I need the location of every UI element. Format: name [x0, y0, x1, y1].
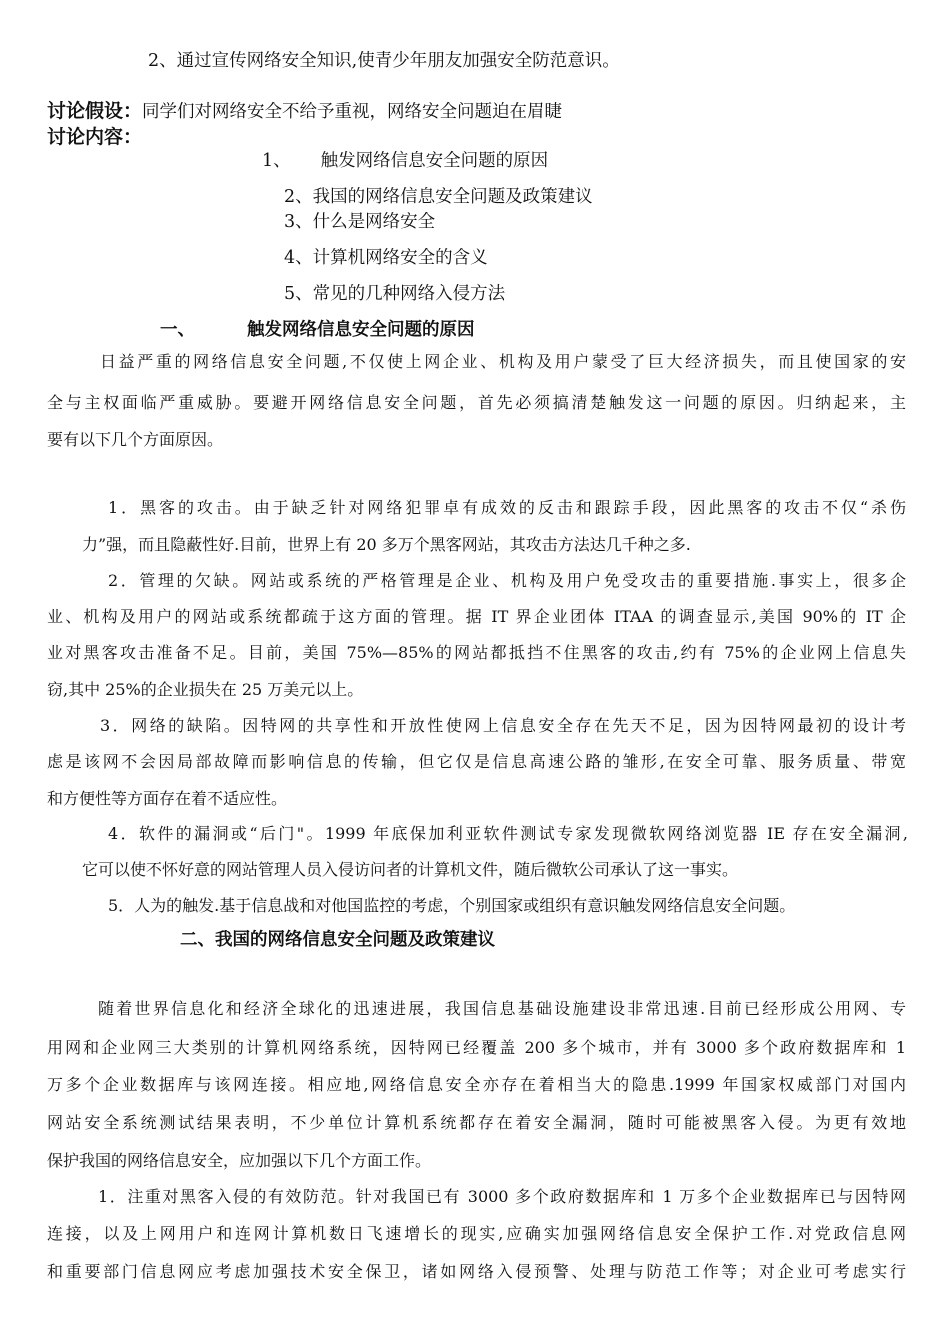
section1-point2-line: 业、机构及用户的网站或系统都疏于这方面的管理。据 IT 界企业团体 ITAA 的调查显示,美国 90%的 IT 企	[47, 607, 906, 626]
section2-heading: 二、我国的网络信息安全问题及政策建议	[180, 930, 495, 950]
item-text: 我国的网络信息安全问题及政策建议	[312, 187, 593, 207]
section1-point2-line: 2．管理的欠缺。网站或系统的严格管理是企业、机构及用户免受攻击的重要措施.事实上，很多企	[108, 571, 906, 590]
intro-line: 2、通过宣传网络安全知识,使青少年朋友加强安全防范意识。	[148, 51, 620, 71]
section2-para-line: 保护我国的网络信息安全，应加强以下几个方面工作。	[47, 1151, 432, 1170]
section1-point3-line: 3．网络的缺陷。因特网的共享性和开放性使网上信息安全存在先天不足，因为因特网最初的设计考	[100, 716, 906, 735]
section1-para-line: 日益严重的网络信息安全问题,不仅使上网企业、机构及用户蒙受了巨大经济损失，而且使国家的安	[100, 352, 906, 371]
content-label: 讨论内容：	[47, 126, 143, 148]
discussion-item-4	[284, 248, 488, 268]
section1-point3-line: 和方便性等方面存在着不适应性。	[47, 789, 288, 808]
discussion-item-3	[284, 212, 435, 232]
section1-number: 一、	[160, 320, 195, 340]
item-number: 2、	[284, 187, 313, 207]
item-text: 触发网络信息安全问题的原因	[320, 151, 549, 171]
section2-point1-line: 和重要部门信息网应考虑加强技术安全保卫，诸如网络入侵预警、处理与防范工作等；对企业可考虑实行	[47, 1262, 906, 1281]
section2-para-line: 万多个企业数据库与该网连接。相应地,网络信息安全亦存在着相当大的隐患.1999 年国家权威部门对国内	[47, 1075, 906, 1094]
hypothesis-row	[47, 101, 562, 122]
section1-para-line: 全与主权面临严重威胁。要避开网络信息安全问题，首先必须搞清楚触发这一问题的原因。归纳起来，主	[47, 393, 906, 412]
section1-point2-line: 业对黑客攻击准备不足。目前，美国 75%—85%的网站都抵挡不住黑客的攻击,约有 75%的企业网上信息失	[47, 643, 906, 662]
section1-point4-line: 它可以使不怀好意的网站管理人员入侵访问者的计算机文件，随后微软公司承认了这一事实。	[82, 860, 739, 879]
section1-heading	[160, 320, 475, 340]
section1-point1-line: 1．黑客的攻击。由于缺乏针对网络犯罪卓有成效的反击和跟踪手段，因此黑客的攻击不仅“杀伤	[108, 498, 906, 517]
section2-para-line: 用网和企业网三大类别的计算机网络系统，因特网已经覆盖 200 多个城市，并有 3000 多个政府数据库和 1	[47, 1038, 906, 1057]
discussion-item-5	[284, 284, 505, 304]
section1-point1-line: 力”强，而且隐蔽性好.目前，世界上有 20 多万个黑客网站，其攻击方法达几千种之多.	[82, 535, 691, 554]
section1-para-line: 要有以下几个方面原因。	[47, 430, 224, 449]
section1-point5-line: 5．人为的触发.基于信息战和对他国监控的考虑，个别国家或组织有意识触发网络信息安全问题。	[108, 896, 796, 915]
item-text: 计算机网络安全的含义	[312, 248, 488, 268]
section2-point1-line: 连接，以及上网用户和连网计算机数日飞速增长的现实,应确实加强网络信息安全保护工作.对党政信息网	[47, 1224, 906, 1243]
hypothesis-text: 同学们对网络安全不给予重视，网络安全问题迫在眉睫	[142, 102, 563, 122]
section1-point3-line: 虑是该网不会因局部故障而影响信息的传输，但它仅是信息高速公路的雏形,在安全可靠、服务质量、带宽	[47, 752, 906, 771]
section1-title: 触发网络信息安全问题的原因	[247, 320, 475, 340]
item-number: 4、	[284, 248, 313, 268]
section1-point4-line: 4．软件的漏洞或“后门"。1999 年底保加利亚软件测试专家发现微软网络浏览器 IE 存在安全漏洞,	[108, 824, 908, 843]
section2-point1-line: 1．注重对黑客入侵的有效防范。针对我国已有 3000 多个政府数据库和 1 万多个企业数据库已与因特网	[98, 1187, 906, 1206]
discussion-item-1	[262, 151, 548, 171]
section2-para-line: 网站安全系统测试结果表明，不少单位计算机系统都存在着安全漏洞，随时可能被黑客入侵。为更有效地	[47, 1113, 906, 1132]
item-number: 5、	[284, 284, 313, 304]
item-text: 什么是网络安全	[312, 212, 436, 232]
section1-point2-line: 窃,其中 25%的企业损失在 25 万美元以上。	[47, 680, 364, 699]
item-number: 3、	[284, 212, 313, 232]
item-text: 常见的几种网络入侵方法	[312, 284, 506, 304]
discussion-item-2	[284, 187, 593, 207]
section2-para-line: 随着世界信息化和经济全球化的迅速进展，我国信息基础设施建设非常迅速.目前已经形成公用网、专	[98, 999, 906, 1018]
hypothesis-label: 讨论假设：	[47, 100, 143, 122]
item-number: 1、	[262, 151, 291, 171]
